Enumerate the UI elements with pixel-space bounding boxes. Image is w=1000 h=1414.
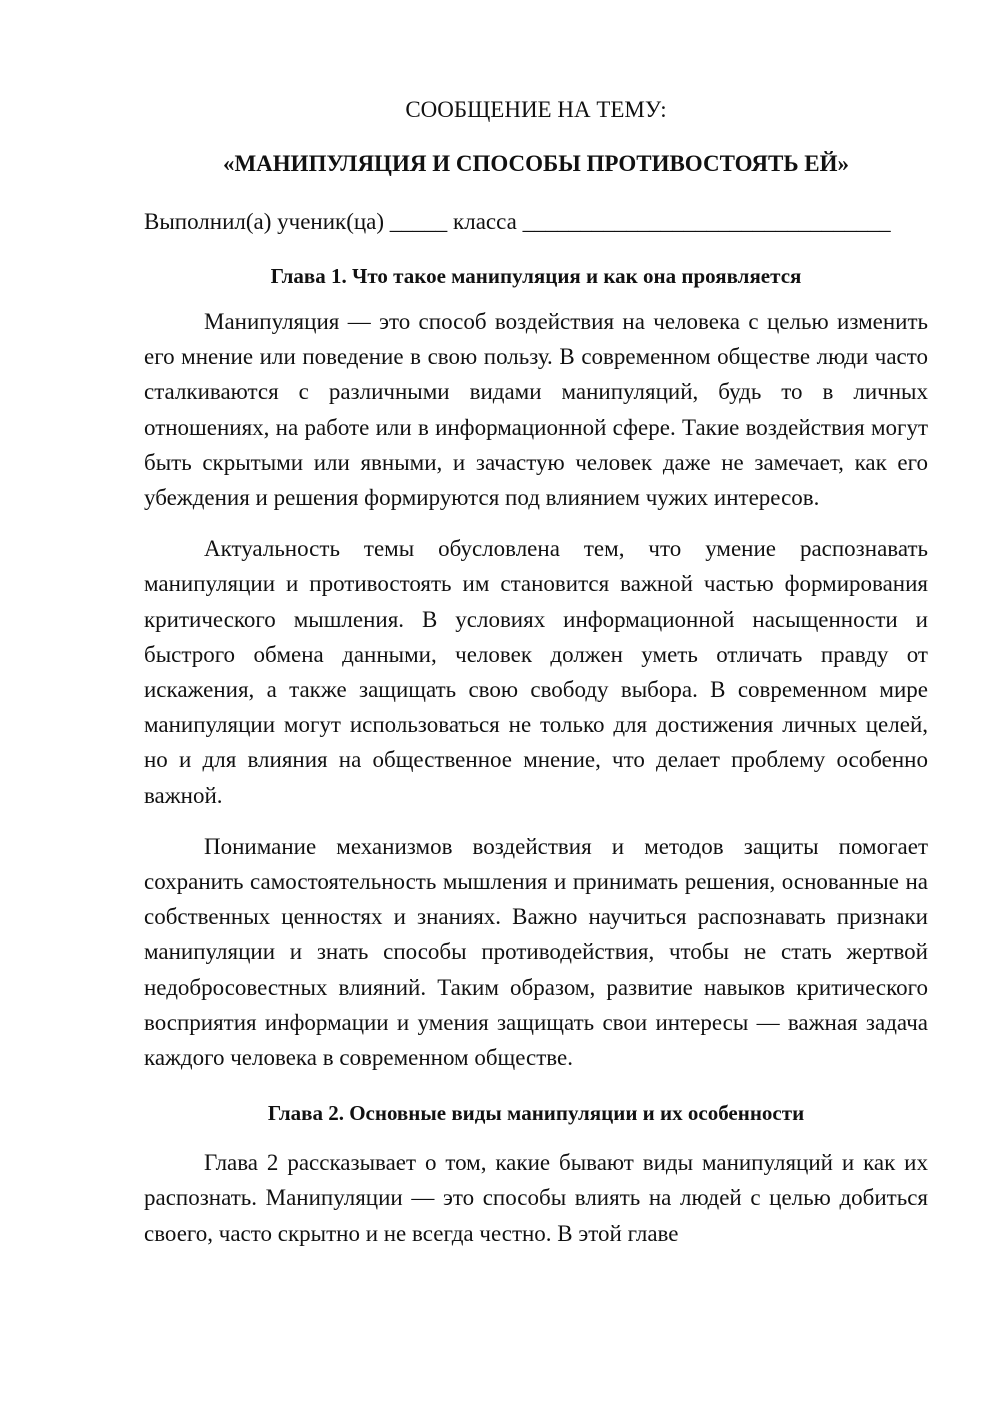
chapter-2-heading: Глава 2. Основные виды манипуляции и их особенности bbox=[267, 1101, 805, 1126]
document-title-line-2: «МАНИПУЛЯЦИЯ И СПОСОБЫ ПРОТИВОСТОЯТЬ ЕЙ» bbox=[222, 151, 850, 176]
document-title-line-1: СООБЩЕНИЕ НА ТЕМУ: bbox=[405, 97, 667, 122]
chapter-1-paragraph-3: Понимание механизмов воздействия и методов защиты помогает сохранить самостоятельность мышления и принимать решения, основанные на собственных ценностях и знаниях. Важно научиться распознавать признаки манипуляции и знать способы противодействия, чтобы не стать жертвой недобросовестных влияний. Таким образом, развитие навыков критического восприятия информации и умения защищать свои интересы — важная задача каждого человека в современном обществе. bbox=[144, 833, 928, 1071]
author-line: Выполнил(а) ученик(ца) _____ класса ________________________________ bbox=[144, 209, 891, 234]
chapter-1-heading: Глава 1. Что такое манипуляция и как она проявляется bbox=[270, 264, 802, 288]
chapter-2-paragraph-1: Глава 2 рассказывает о том, какие бывают виды манипуляций и как их распознать. Манипуляции — это способы влиять на людей с целью добиться своего, часто скрытно и не всегда честно. В этой главе bbox=[144, 1150, 928, 1246]
chapter-1-paragraph-1: Манипуляция — это способ воздействия на человека с целью изменить его мнение или поведение в свою пользу. В современном обществе люди часто сталкиваются с различными видами манипуляций, будь то в личных отношениях, на работе или в информационной сфере. Такие воздействия могут быть скрытыми или явными, и зачастую человек даже не замечает, как его убеждения и решения формируются под влиянием чужих интересов. bbox=[144, 309, 928, 511]
document-page bbox=[144, 92, 928, 1251]
chapter-1-paragraph-2: Актуальность темы обусловлена тем, что умение распознавать манипуляции и противостоять им становится важной частью формирования критического мышления. В условиях информационной насыщенности и быстрого обмена данными, человек должен уметь отличать правду от искажения, а также защищать свою свободу выбора. В современном мире манипуляции могут использоваться не только для достижения личных целей, но и для влияния на общественное мнение, что делает проблему особенно важной. bbox=[144, 536, 928, 808]
